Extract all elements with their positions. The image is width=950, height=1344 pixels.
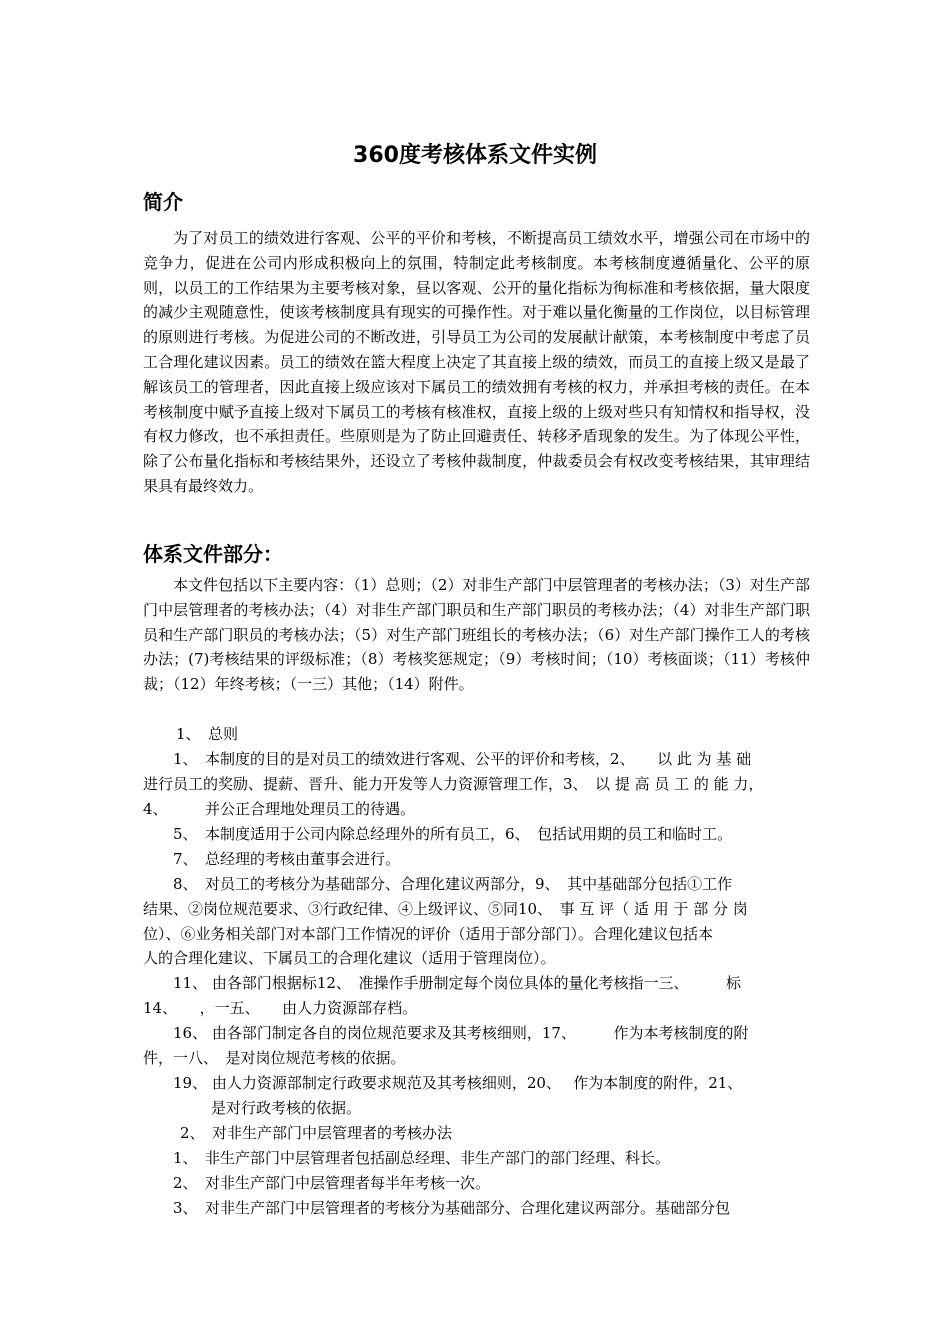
clause-line: 是对行政考核的依据。: [211, 1099, 362, 1117]
clause-line: 位）、⑥业务相关部门对本部门工作情况的评价（适用于部分部门）。合理化建议包括本: [143, 925, 714, 943]
clause-line: 4、 并公正合理地处理员工的待遇。: [143, 800, 416, 818]
section-heading-system-files: 体系文件部分：: [143, 542, 283, 566]
clause-line: 2、 对非生产部门中层管理者每半年考核一次。: [173, 1174, 491, 1192]
contents-paragraph: 本文件包括以下主要内容：（1）总则；（2）对非生产部门中层管理者的考核办法；（3）对生产部门中层管理者的考核办法；（4）对非生产部门职员和生产部门职员的考核办法；（4）对非生产部门职员和生产部门职员的考核办法；（5）对生产部门班组长的考核办法；（6）对生产部门操作工人的考核办法；(7)考核结果的评级标准；（8）考核奖惩规定；（9）考核时间；（10）考核面谈；（11）考核仲裁；（12）年终考核；（一三）其他；（14）附件。: [143, 576, 810, 694]
clause-line: 进行员工的奖励、提薪、晋升、能力开发等人力资源管理工作，3、 以 提 高 员 工 的 能 力，: [143, 775, 764, 793]
clause-line: 1、 总则: [176, 725, 239, 743]
clause-line: 7、 总经理的考核由董事会进行。: [173, 850, 401, 868]
document-title: 360度考核体系文件实例: [353, 143, 597, 168]
clause-line: 人的合理化建议、下属员工的合理化建议（适用于管理岗位）。: [143, 949, 556, 967]
clause-line: 19、 由人力资源部制定行政要求规范及其考核细则，20、 作为本制度的附件，21、: [173, 1074, 743, 1092]
clause-line: 结果、②岗位规范要求、③行政纪律、④上级评议、⑤同10、 事 互 评（ 适 用 于 部 分 岗: [143, 900, 748, 918]
clause-line: 1、 本制度的目的是对员工的绩效进行客观、公平的评价和考核，2、 以 此 为 基 础: [173, 750, 752, 768]
clause-line: 11、 由各部门根据标12、 准操作手册制定每个岗位具体的量化考核指一三、 标: [173, 974, 741, 992]
clause-line: 件，一八、 是对岗位规范考核的依据。: [143, 1049, 406, 1067]
clause-line: 5、 本制度适用于公司内除总经理外的所有员工，6、 包括试用期的员工和临时工。: [173, 825, 733, 843]
clause-line: 3、 对非生产部门中层管理者的考核分为基础部分、合理化建议两部分。基础部分包: [173, 1199, 731, 1217]
intro-paragraph: 为了对员工的绩效进行客观、公平的平价和考核，不断提高员工绩效水平，增强公司在市场中的竞争力，促进在公司内形成积极向上的氛围，特制定此考核制度。本考核制度遵循量化、公平的原则，以员工的工作结果为主要考核对象，昼以客观、公开的量化指标为徇标准和考核依据，量大限度的减少主观随意性，使该考核制度具有现实的可操作性。对于难以量化衡量的工作岗位，以目标管理的原则进行考核。为促进公司的不断改进，引导员工为公司的发展献计献策，本考核制度中考虑了员工合理化建议因素。员工的绩效在篮大程度上决定了其直接上级的绩效，而员工的直接上级又是最了解该员工的管理者，因此直接上级应该对下属员工的绩效拥有考核的权力，并承担考核的责任。在本考核制度中赋予直接上级对下属员工的考核有核准权，直接上级的上级对些只有知情权和指导权，没有权力修改，也不承担责任。些原则是为了防止回避责任、转移矛盾现象的发生。为了体现公平性，除了公布量化指标和考核结果外，还设立了考核仲裁制度，仲裁委员会有权改变考核结果，其审理结果具有最终效力。: [143, 229, 810, 495]
clause-line: 8、 对员工的考核分为基础部分、合理化建议两部分，9、 其中基础部分包括①工作: [173, 875, 733, 893]
clause-line: 14、 ，一五、 由人力资源部存档。: [143, 999, 418, 1017]
clause-line: 16、 由各部门制定各自的岗位规范要求及其考核细则，17、 作为本考核制度的附: [173, 1024, 749, 1042]
section-heading-intro: 简介: [143, 190, 183, 214]
clause-line: 1、 非生产部门中层管理者包括副总经理、非生产部门的部门经理、科长。: [173, 1149, 671, 1167]
clause-line: 2、 对非生产部门中层管理者的考核办法: [180, 1124, 453, 1142]
